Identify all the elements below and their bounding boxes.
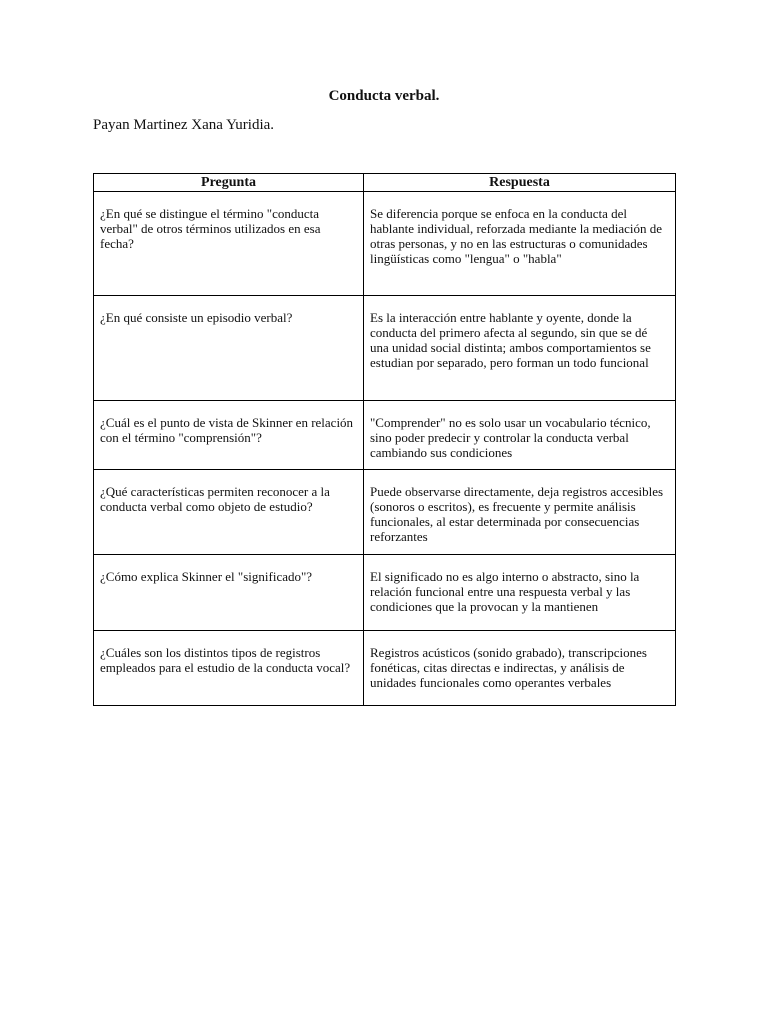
- answer-cell: Es la interacción entre hablante y oyente, donde la conducta del primero afecta al segundo, sin que se dé una unidad social distinta; ambos comportamientos se estudian por separado, pero forman un todo funcional: [364, 296, 676, 401]
- table-header-row: [94, 174, 676, 192]
- document-title: Conducta verbal.: [328, 88, 440, 104]
- question-cell: ¿Qué características permiten reconocer a la conducta verbal como objeto de estudio?: [94, 470, 364, 555]
- qa-table: [93, 173, 676, 706]
- table-row: [94, 470, 676, 555]
- question-cell: ¿Cuáles son los distintos tipos de registros empleados para el estudio de la conducta vocal?: [94, 631, 364, 706]
- question-cell: ¿En qué se distingue el término "conducta verbal" de otros términos utilizados en esa fecha?: [94, 192, 364, 296]
- answer-cell: El significado no es algo interno o abstracto, sino la relación funcional entre una respuesta verbal y las condiciones que la provocan y la mantienen: [364, 555, 676, 631]
- table-row: [94, 631, 676, 706]
- table-row: [94, 401, 676, 470]
- table-row: [94, 555, 676, 631]
- answer-cell: Registros acústicos (sonido grabado), transcripciones fonéticas, citas directas e indirectas, y análisis de unidades funcionales como operantes verbales: [364, 631, 676, 706]
- header-respuesta: Respuesta: [364, 174, 676, 192]
- table-row: [94, 192, 676, 296]
- answer-cell: "Comprender" no es solo usar un vocabulario técnico, sino poder predecir y controlar la conducta verbal cambiando sus condiciones: [364, 401, 676, 470]
- answer-cell: Se diferencia porque se enfoca en la conducta del hablante individual, reforzada mediante la mediación de otras personas, y no en las estructuras o comunidades lingüísticas como "lengua" o "habla": [364, 192, 676, 296]
- answer-cell: Puede observarse directamente, deja registros accesibles (sonoros o escritos), es frecuente y permite análisis funcionales, al estar determinada por consecuencias reforzantes: [364, 470, 676, 555]
- question-cell: ¿Cómo explica Skinner el "significado"?: [94, 555, 364, 631]
- table-row: [94, 296, 676, 401]
- author-name: Payan Martinez Xana Yuridia.: [93, 117, 275, 133]
- question-cell: ¿Cuál es el punto de vista de Skinner en relación con el término "comprensión"?: [94, 401, 364, 470]
- question-cell: ¿En qué consiste un episodio verbal?: [94, 296, 364, 401]
- header-pregunta: Pregunta: [94, 174, 364, 192]
